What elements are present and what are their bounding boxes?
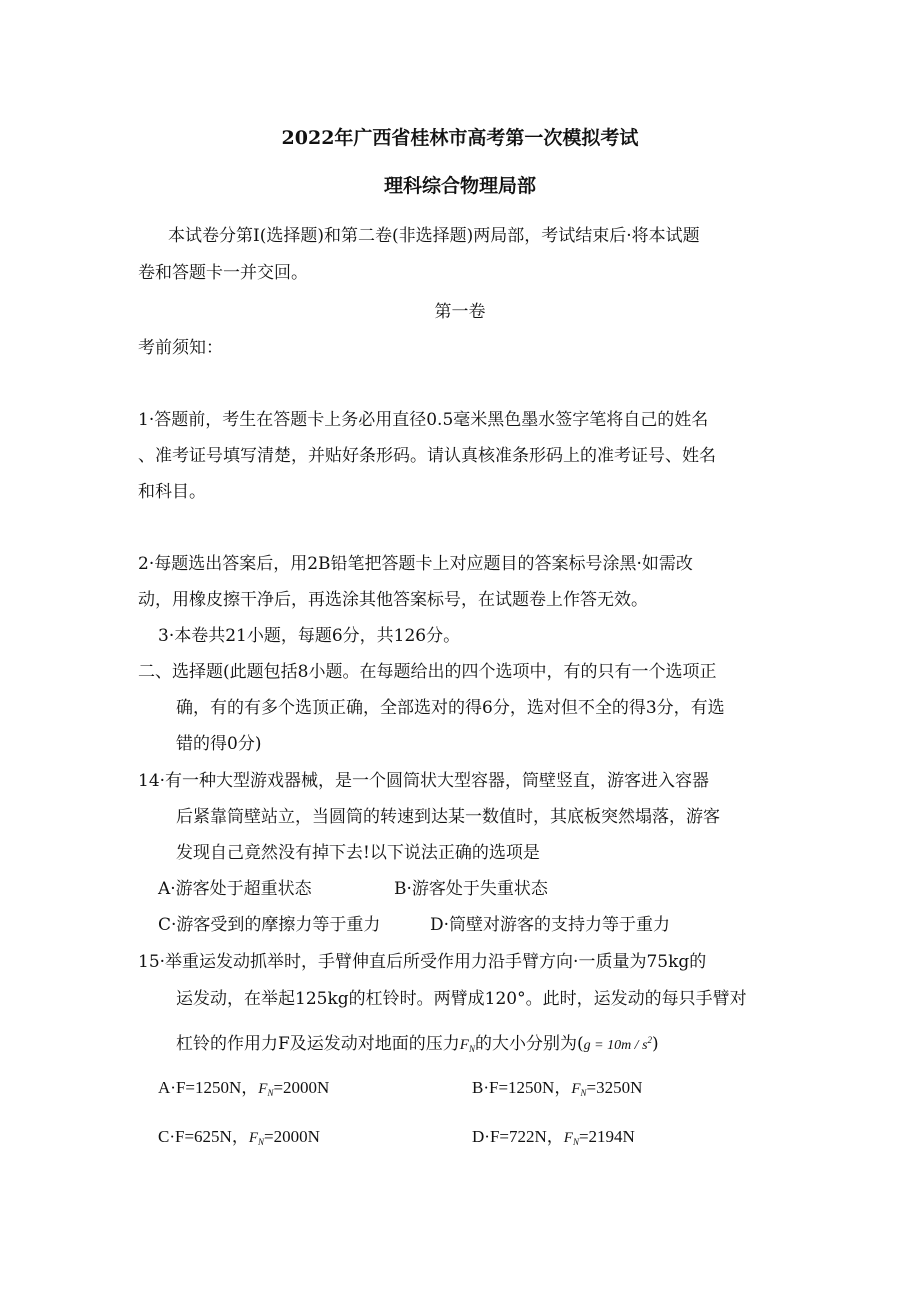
symbol-n: N	[468, 1044, 475, 1054]
option-text: =2000N	[264, 1127, 320, 1146]
option-text: B·F=1250N，	[472, 1078, 572, 1097]
notice-heading: 考前须知：	[138, 338, 223, 358]
symbol-n: N	[580, 1088, 587, 1098]
part-line: 二、选择题(此题包括8小题。在每题给出的四个选项中，有的只有一个选项正	[138, 662, 717, 682]
option-text: A·F=1250N，	[158, 1078, 259, 1097]
option-b	[472, 1078, 642, 1103]
option-text: =3250N	[586, 1078, 643, 1097]
g-value: g = 10m / s	[583, 1038, 648, 1053]
formula-fn	[571, 1081, 586, 1097]
symbol-f: F	[563, 1130, 573, 1146]
option-text: C·F=625N，	[158, 1127, 249, 1146]
question-line	[176, 1030, 659, 1059]
question-line: 后紧靠筒壁站立，当圆筒的转速到达某一数值时，其底板突然塌落，游客	[176, 807, 720, 827]
question-line: 发现自己竟然没有掉下去!以下说法正确的选项是	[176, 843, 540, 863]
formula-fn	[564, 1130, 579, 1146]
formula-fn	[258, 1081, 273, 1097]
symbol-f: F	[248, 1130, 258, 1146]
note-line: 2·每题选出答案后，用2B铅笔把答题卡上对应题目的答案标号涂黑·如需改	[138, 554, 693, 574]
question-text: 杠铃的作用力F及运发动对地面的压力	[176, 1034, 460, 1054]
formula-fn	[249, 1130, 264, 1146]
note-line: 和科目。	[138, 482, 206, 502]
note-3: 3·本卷共21小题，每题6分，共126分。	[158, 626, 461, 646]
section-title: 第一卷	[434, 302, 486, 322]
option-a	[158, 1078, 329, 1103]
symbol-f: F	[571, 1081, 581, 1097]
question-text: )	[652, 1034, 659, 1054]
symbol-n: N	[267, 1088, 274, 1098]
part-line: 确，有的有多个选顶正确，全部选对的得6分，选对但不全的得3分，有选	[176, 698, 725, 718]
note-line: 动，用橡皮擦干净后，再选涂其他答案标号，在试题卷上作答无效。	[138, 590, 648, 610]
option-d	[472, 1127, 635, 1152]
intro-line: 卷和答题卡一并交回。	[138, 263, 308, 283]
question-line: 运发动，在举起125kg的杠铃时。两臂成120°。此时，运发动的每只手臂对	[176, 989, 747, 1009]
question-line: 15·举重运发动抓举时，手臂伸直后所受作用力沿手臂方向·一质量为75kg的	[138, 952, 707, 972]
note-line: 1·答题前，考生在答题卡上务必用直径0.5毫米黑色墨水签字笔将自己的姓名	[138, 410, 709, 430]
option-text: D·F=722N，	[472, 1127, 564, 1146]
option-a: A·游客处于超重状态	[158, 879, 312, 899]
option-c: C·游客受到的摩擦力等于重力	[158, 915, 381, 935]
note-line: 、准考证号填写清楚，并贴好条形码。请认真核准条形码上的准考证号、姓名	[138, 446, 716, 466]
option-text: =2194N	[578, 1127, 635, 1146]
formula-g	[583, 1035, 653, 1053]
option-text: =2000N	[273, 1078, 330, 1097]
part-line: 错的得0分)	[176, 734, 262, 754]
question-line: 14·有一种大型游戏器械，是一个圆筒状大型容器，筒壁竖直，游客进入容器	[138, 771, 710, 791]
g-exponent: 2	[647, 1035, 653, 1045]
symbol-f: F	[459, 1037, 469, 1053]
question-text: 的大小分别为(	[474, 1034, 584, 1054]
exam-subtitle: 理科综合物理局部	[383, 175, 536, 197]
exam-title: 2022年广西省桂林市高考第一次模拟考试	[281, 127, 639, 149]
option-b: B·游客处于失重状态	[394, 879, 548, 899]
intro-line: 本试卷分第Ⅰ(选择题)和第二卷(非选择题)两局部，考试结束后·将本试题	[168, 226, 700, 246]
formula-fn	[460, 1037, 475, 1053]
option-c	[158, 1127, 320, 1152]
symbol-n: N	[258, 1137, 265, 1147]
symbol-f: F	[258, 1081, 268, 1097]
option-d: D·筒壁对游客的支持力等于重力	[430, 915, 671, 935]
symbol-n: N	[572, 1137, 579, 1147]
